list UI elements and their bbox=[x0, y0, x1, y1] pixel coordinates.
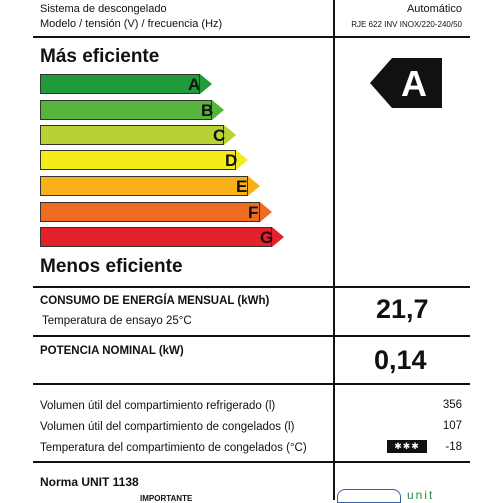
efficiency-letter-g: G bbox=[260, 228, 274, 247]
efficiency-letter-f: F bbox=[248, 203, 259, 222]
efficiency-letter-c: C bbox=[213, 126, 226, 145]
model-label: Modelo / tensión (V) / frecuencia (Hz) bbox=[40, 18, 223, 30]
divider-consumption bbox=[33, 335, 470, 337]
consumption-value: 21,7 bbox=[376, 294, 429, 324]
defrost-label: Sistema de descongelado bbox=[40, 3, 167, 15]
freezer-temp-value: -18 bbox=[445, 441, 462, 453]
power-value: 0,14 bbox=[374, 345, 427, 375]
divider-power bbox=[33, 383, 470, 385]
rating-arrow bbox=[370, 58, 442, 108]
freezer-star-icon bbox=[387, 440, 427, 453]
divider-volumes bbox=[33, 461, 470, 463]
divider-top bbox=[33, 36, 470, 38]
consumption-sub-label: Temperatura de ensayo 25°C bbox=[42, 315, 192, 327]
unit-logo bbox=[337, 489, 401, 503]
divider-scale bbox=[33, 286, 470, 288]
power-label: POTENCIA NOMINAL (kW) bbox=[40, 345, 184, 357]
efficiency-letter-a: A bbox=[188, 75, 201, 94]
least-efficient-label: Menos eficiente bbox=[40, 256, 183, 277]
freezer-star-text: ✱✱✱ bbox=[394, 441, 420, 451]
most-efficient-label: Más eficiente bbox=[40, 46, 160, 67]
norm-label: Norma UNIT 1138 bbox=[40, 475, 139, 489]
volume-frozen-label: Volumen útil del compartimiento de congelados (l) bbox=[40, 421, 295, 433]
efficiency-letter-b: B bbox=[201, 101, 214, 120]
efficiency-letter-e: E bbox=[236, 177, 248, 196]
defrost-value: Automático bbox=[406, 3, 462, 15]
divider-vertical bbox=[333, 0, 335, 500]
volume-frozen-value: 107 bbox=[442, 420, 462, 432]
model-value: RJE 622 INV INOX/220-240/50 bbox=[351, 20, 462, 29]
volume-refrigerated-value: 356 bbox=[442, 399, 462, 411]
freezer-temp-label: Temperatura del compartimiento de congelados (°C) bbox=[40, 442, 307, 454]
important-label: IMPORTANTE bbox=[140, 494, 193, 503]
volume-refrigerated-label: Volumen útil del compartimiento refrigerado (l) bbox=[40, 400, 276, 412]
efficiency-letter-d: D bbox=[225, 151, 238, 170]
rating-letter: A bbox=[401, 63, 427, 104]
unit-logo-text: unit bbox=[407, 488, 435, 502]
consumption-label: CONSUMO DE ENERGÍA MENSUAL (kWh) bbox=[40, 295, 270, 307]
